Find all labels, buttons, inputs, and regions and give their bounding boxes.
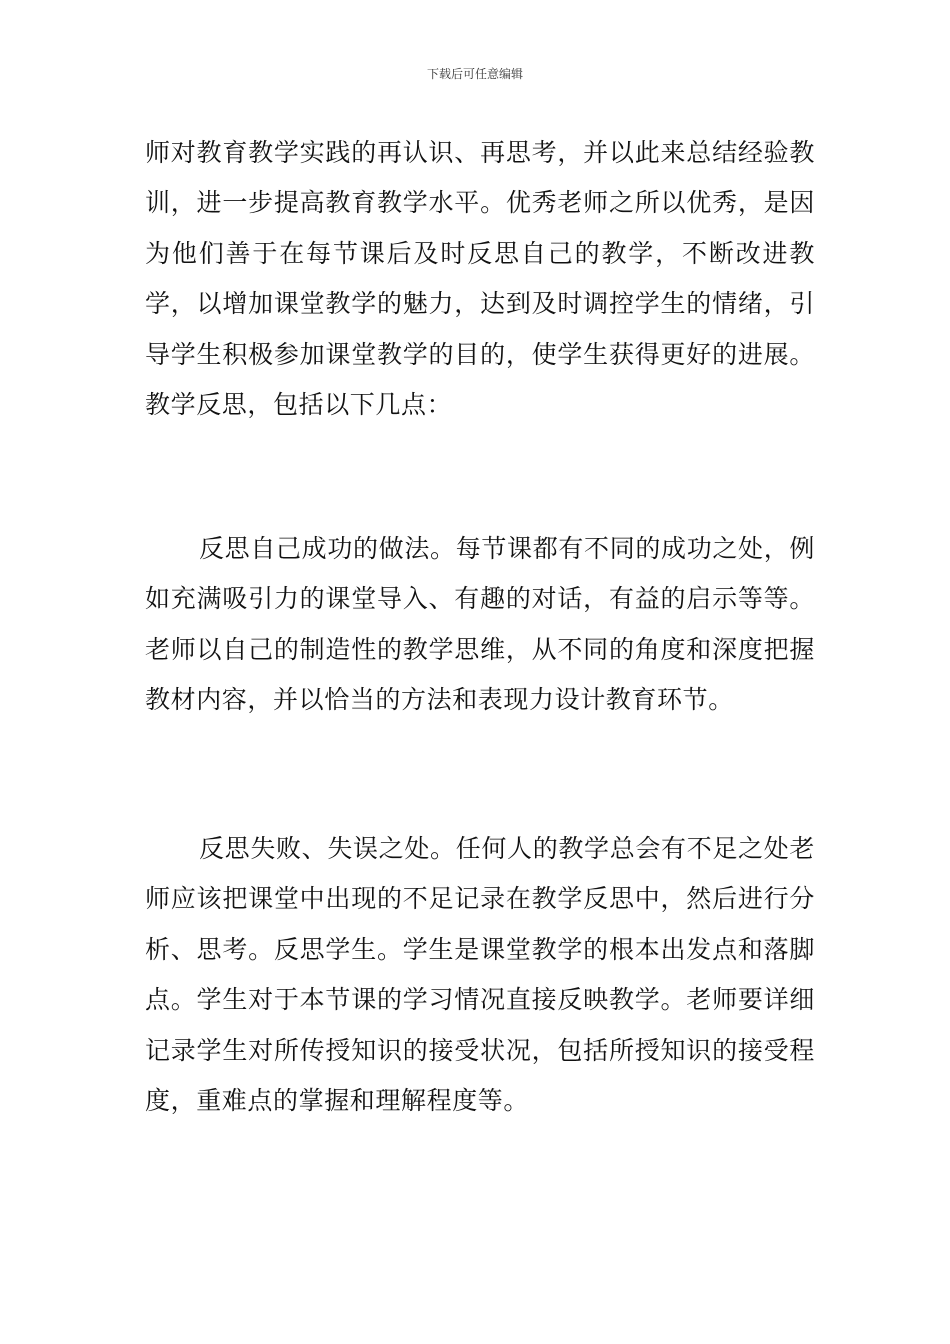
header-note: 下载后可任意编辑	[426, 67, 523, 81]
paragraph-failure: 反思失败、失误之处。任何人的教学总会有不足之处老师应该把课堂中出现的不足记录在教学反思中，然后进行分析、思考。反思学生。学生是课堂教学的根本出发点和落脚点。学生对于本节课的学习情况直接反映教学。老师要详细记录学生对所传授知识的接受状况，包括所授知识的接受程度，重难点的掌握和理解程度等。	[145, 834, 815, 1116]
paragraph-intro: 师对教育教学实践的再认识、再思考，并以此来总结经验教训，进一步提高教育教学水平。优秀老师之所以优秀，是因为他们善于在每节课后及时反思自己的教学，不断改进教学，以增加课堂教学的魅力，达到及时调控学生的情绪，引导学生积极参加课堂教学的目的，使学生获得更好的进展。教学反思，包括以下几点：	[145, 138, 815, 420]
paragraph-success: 反思自己成功的做法。每节课都有不同的成功之处，例如充满吸引力的课堂导入、有趣的对话，有益的启示等等。老师以自己的制造性的教学思维，从不同的角度和深度把握教材内容，并以恰当的方法和表现力设计教育环节。	[145, 534, 815, 715]
